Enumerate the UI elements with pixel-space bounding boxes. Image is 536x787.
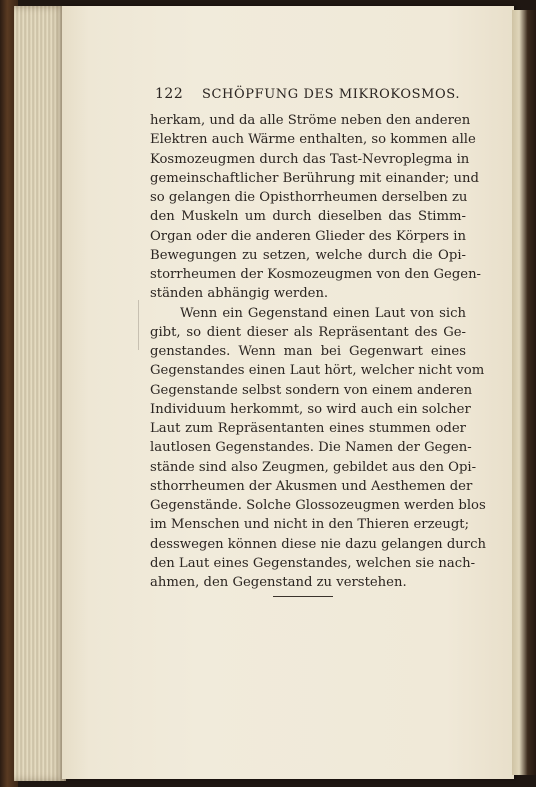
text-line: gemeinschaftlicher Berührung mit einander; und	[150, 170, 479, 186]
page-header	[155, 86, 465, 108]
section-divider-rule	[273, 596, 333, 597]
text-line: so gelangen die Opisthorrheumen derselben zu	[150, 190, 468, 205]
page-block-edges	[14, 6, 66, 781]
facing-page-edge	[512, 10, 536, 775]
paragraph-2	[150, 304, 486, 593]
text-line: Gegenstande selbst sondern von einem anderen	[150, 382, 473, 398]
text-line: lautlosen Gegenstandes. Die Namen der Gegen-	[150, 440, 472, 456]
text-line: genstandes. Wenn man bei Gegenwart eines	[150, 344, 466, 359]
text-line: stände sind also Zeugmen, gebildet aus den Opi-	[150, 459, 477, 475]
text-line: Individuum herkommt, so wird auch ein solcher	[150, 401, 471, 417]
text-line: Wenn ein Gegenstand einen Laut von sich	[180, 305, 466, 321]
page-number: 122	[155, 86, 184, 102]
text-line: sthorrheumen der Akusmen und Aesthemen der	[150, 478, 473, 494]
text-line: gibt, so dient dieser als Repräsentant des Ge-	[150, 324, 466, 340]
text-line: storrheumen der Kosmozeugmen von den Gegen-	[150, 267, 482, 282]
body-text	[150, 111, 486, 592]
text-line: Kosmozeugmen durch das Tast-Nevroplegma in	[150, 151, 470, 167]
text-line: desswegen können diese nie dazu gelangen durch	[150, 536, 486, 552]
text-line: im Menschen und nicht in den Thieren erzeugt;	[150, 517, 470, 533]
text-line: den Muskeln um durch dieselben das Stimm-	[150, 209, 466, 225]
text-line: ahmen, den Gegenstand zu verstehen.	[150, 575, 407, 590]
running-head: SCHÖPFUNG DES MIKROKOSMOS.	[202, 87, 461, 102]
text-line: Organ oder die anderen Glieder des Körpers in	[150, 228, 466, 244]
text-line: Bewegungen zu setzen, welche durch die Opi-	[150, 247, 466, 263]
margin-mark	[138, 300, 139, 350]
text-line: Laut zum Repräsentanten eines stummen oder	[150, 421, 466, 436]
text-line: Gegenstandes einen Laut hört, welcher nicht vom	[150, 363, 485, 379]
text-line: Elektren auch Wärme enthalten, so kommen alle	[150, 132, 476, 148]
text-line: den Laut eines Gegenstandes, welchen sie nach-	[150, 555, 476, 571]
text-line: Gegenstände. Solche Glossozeugmen werden blos	[150, 498, 486, 513]
text-line: herkam, und da alle Ströme neben den anderen	[150, 113, 471, 128]
paragraph-1	[150, 111, 482, 304]
text-line: ständen abhängig werden.	[150, 286, 329, 302]
